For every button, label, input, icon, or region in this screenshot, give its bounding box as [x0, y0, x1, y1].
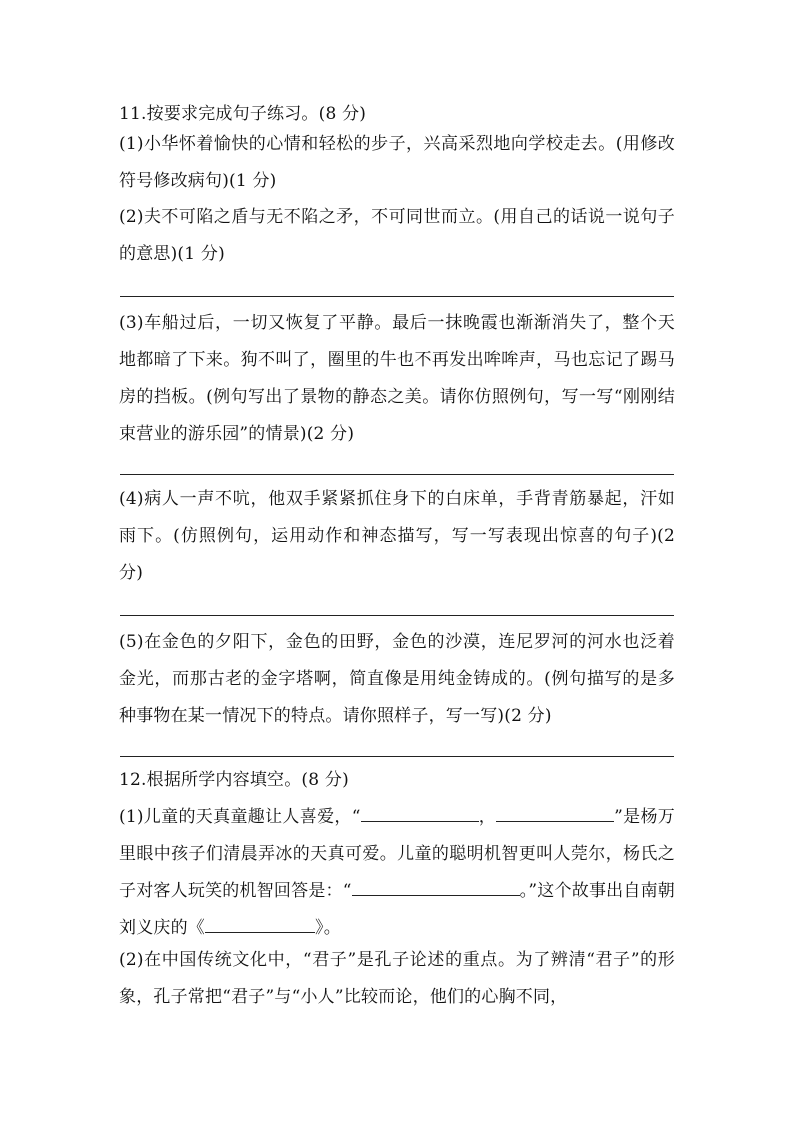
- fill-blank-4[interactable]: [205, 916, 315, 933]
- answer-line-item-3[interactable]: [120, 474, 674, 475]
- question-11-title: 11.按要求完成句子练习。(8 分): [119, 104, 367, 124]
- q12-item-1-text-a: (1)儿童的天真童趣让人喜爱，“: [119, 807, 361, 827]
- question-11-item-4: (4)病人一声不吭，他双手紧紧抓住身下的白床单，手背青筋暴起，汗如雨下。(仿照例句，运用动作和神态描写，写一写表现出惊喜的句子)(2 分): [119, 489, 675, 583]
- answer-line-item-2[interactable]: [120, 296, 674, 297]
- answer-line-item-4[interactable]: [120, 615, 674, 616]
- fill-blank-3[interactable]: [352, 879, 520, 896]
- fill-blank-2[interactable]: [496, 805, 614, 822]
- question-11-item-3: (3)车船过后，一切又恢复了平静。最后一抹晚霞也渐渐消失了，整个天地都暗了下来。狗不叫了，圈里的牛也不再发出哞哞声，马也忘记了踢马房的挡板。(例句写出了景物的静态之美。请你仿照例句，写一写“刚刚结束营业的游乐园”的情景)(2 分): [119, 313, 675, 444]
- q12-item-1-text-b: ，: [478, 807, 497, 827]
- question-11-item-2: (2)夫不可陷之盾与无不陷之矛，不可同世而立。(用自己的话说一说句子的意思)(1 分): [119, 207, 675, 264]
- question-12-item-2: (2)在中国传统文化中，“君子”是孔子论述的重点。为了辨清“君子”的形象，孔子常把“君子”与“小人”比较而论，他们的心胸不同，: [119, 950, 675, 1007]
- question-11-item-5: (5)在金色的夕阳下，金色的田野，金色的沙漠，连尼罗河的河水也泛着金光，而那古老的金字塔啊，简直像是用纯金铸成的。(例句描写的是多种事物在某一情况下的特点。请你照样子，写一写)(2 分): [119, 632, 675, 726]
- fill-blank-1[interactable]: [361, 805, 479, 822]
- answer-line-item-5[interactable]: [120, 756, 674, 757]
- question-12-title: 12.根据所学内容填空。(8 分): [119, 770, 349, 790]
- q12-item-1-text-d: 。”这个故事出自南朝刘义庆的《: [119, 881, 675, 938]
- q12-item-1-text-c: ”是杨万里眼中孩子们清晨弄冰的天真可爱。儿童的聪明机智更叫人莞尔，杨氏之子对客人玩笑的机智回答是：“: [119, 807, 676, 901]
- question-11-item-1: (1)小华怀着愉快的心情和轻松的步子，兴高采烈地向学校走去。(用修改符号修改病句)(1 分): [119, 134, 675, 191]
- question-12-item-1: [119, 799, 675, 947]
- q12-item-1-text-e: 》。: [315, 918, 341, 938]
